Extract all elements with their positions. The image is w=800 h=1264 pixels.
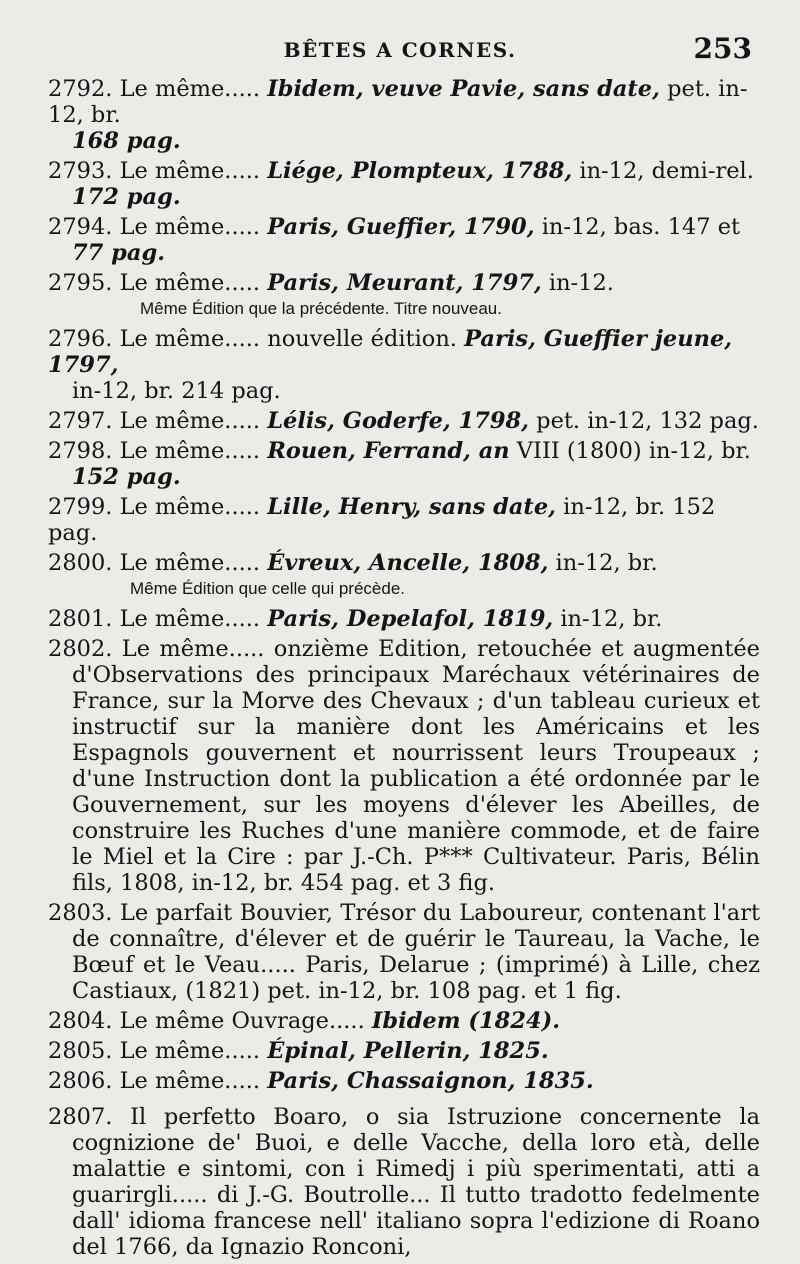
entry-number: 2796. [48, 326, 113, 352]
entry-text: Le même..... [119, 1038, 268, 1064]
entry-text: Le même..... [119, 550, 268, 576]
entry-format: pet. in-12, br. [48, 76, 748, 128]
entry-continuation: 77 pag. [72, 240, 166, 266]
entry-text: Le même..... [119, 494, 268, 520]
entry-text: Le même..... [119, 214, 268, 240]
entry-paragraph: Le parfait Bouvier, Trésor du Laboureur, contenant l'art de connaître, d'élever et de guérir le Taureau, la Vache, le Bœuf et le Veau..... Paris, Delarue ; (imprimé) à Lille, chez Castiaux, (1821) pet. in-12, br. 108 pag. et 1 fig. [72, 900, 761, 1004]
entry-text: Le même..... [119, 408, 268, 434]
entry-number: 2802. [48, 636, 113, 662]
list-item [48, 158, 760, 210]
entry-imprint: Paris, Meurant, 1797, [267, 270, 542, 296]
entry-text: Le même..... [119, 158, 268, 184]
entry-number: 2805. [48, 1038, 113, 1064]
entry-number: 2804. [48, 1008, 113, 1034]
entry-text: Le même..... nouvelle édition. [119, 326, 465, 352]
entry-number: 2795. [48, 270, 113, 296]
list-item [48, 900, 760, 1004]
entry-note: Même Édition que la précédente. Titre nouveau. [140, 299, 502, 318]
entry-imprint: Épinal, Pellerin, 1825. [267, 1038, 549, 1064]
list-item [48, 326, 760, 404]
list-item [48, 1104, 760, 1260]
entry-note: Même Édition que celle qui précède. [130, 579, 405, 598]
entry-format: in-12, bas. 147 et [534, 214, 741, 240]
entry-number: 2801. [48, 606, 113, 632]
page-number: 253 [693, 32, 752, 65]
entry-number: 2807. [48, 1104, 113, 1130]
entry-imprint: Liége, Plompteux, 1788, [267, 158, 573, 184]
entry-format: in-12. [541, 270, 614, 296]
entry-text: Le même..... [119, 606, 268, 632]
entry-continuation: in-12, br. 214 pag. [72, 378, 281, 404]
entry-number: 2800. [48, 550, 113, 576]
entry-imprint: Paris, Chassaignon, 1835. [267, 1068, 594, 1094]
list-item [48, 438, 760, 490]
entry-number: 2792. [48, 76, 113, 102]
entry-imprint: Paris, Gueffier jeune, 1797, [48, 326, 733, 378]
entry-continuation: 152 pag. [72, 464, 181, 490]
list-item [48, 408, 760, 434]
list-item [48, 1068, 760, 1094]
entry-continuation: 172 pag. [72, 184, 181, 210]
entry-text: Le même..... [119, 1068, 268, 1094]
entry-number: 2798. [48, 438, 113, 464]
list-item [48, 550, 760, 600]
entry-imprint: Ibidem, veuve Pavie, sans date, [267, 76, 660, 102]
entry-paragraph: Il perfetto Boaro, o sia Istruzione concernente la cognizione de' Buoi, e delle Vacche, della loro età, delle malattie e sintomi, con i Rimedj i più sperimentati, atti a guarirgli..... di J.-G. Boutrolle... Il tutto tradotto fedelmente dall' idioma francese nell' italiano sopra l'edizione di Roano del 1766, da Ignazio Ronconi, [72, 1104, 761, 1260]
entry-imprint: Paris, Gueffier, 1790, [267, 214, 535, 240]
entry-number: 2806. [48, 1068, 113, 1094]
entry-format: in-12, demi-rel. [572, 158, 754, 184]
entry-continuation: 168 pag. [72, 128, 181, 154]
entry-format: VIII (1800) in-12, br. [509, 438, 751, 464]
entry-imprint: Évreux, Ancelle, 1808, [267, 550, 549, 576]
list-item [48, 1008, 760, 1034]
running-header [0, 32, 800, 72]
entry-imprint: Lille, Henry, sans date, [267, 494, 556, 520]
entry-format: in-12, br. 152 pag. [48, 494, 716, 546]
running-title: BÊTES A CORNES. [283, 38, 517, 62]
entry-text: Le même Ouvrage..... [119, 1008, 372, 1034]
entry-imprint: Ibidem (1824). [371, 1008, 561, 1034]
entry-list [48, 76, 760, 1264]
entry-number: 2803. [48, 900, 113, 926]
entry-imprint: Lélis, Goderfe, 1798, [267, 408, 530, 434]
list-item [48, 606, 760, 632]
entry-imprint: Rouen, Ferrand, an [267, 438, 510, 464]
list-item [48, 76, 760, 154]
entry-format: pet. in-12, 132 pag. [529, 408, 759, 434]
list-item [48, 270, 760, 320]
entry-number: 2793. [48, 158, 113, 184]
entry-text: Le même..... [119, 270, 268, 296]
list-item [48, 1038, 760, 1064]
list-item [48, 214, 760, 266]
list-item [48, 636, 760, 896]
entry-text: Le même..... [119, 76, 268, 102]
entry-number: 2797. [48, 408, 113, 434]
entry-text: Le même..... [119, 438, 268, 464]
entry-paragraph: Le même..... onzième Edition, retouchée et augmentée d'Observations des principaux Maréchaux vétérinaires de France, sur la Morve des Chevaux ; d'un tableau curieux et instructif sur la manière dont les Américains et les Espagnols gouvernent et nourrissent leurs Troupeaux ; d'une Instruction dont la publication a été ordonnée par le Gouvernement, sur les moyens d'élever les Abeilles, de construire les Ruches d'une manière commode, et de faire le Miel et la Cire : par J.-Ch. P*** Cultivateur. Paris, Bélin fils, 1808, in-12, br. 454 pag. et 3 fig. [72, 636, 760, 896]
entry-number: 2799. [48, 494, 113, 520]
entry-imprint: Paris, Depelafol, 1819, [267, 606, 554, 632]
entry-number: 2794. [48, 214, 113, 240]
entry-format: in-12, br. [553, 606, 663, 632]
entry-format: in-12, br. [548, 550, 658, 576]
list-item [48, 494, 760, 546]
